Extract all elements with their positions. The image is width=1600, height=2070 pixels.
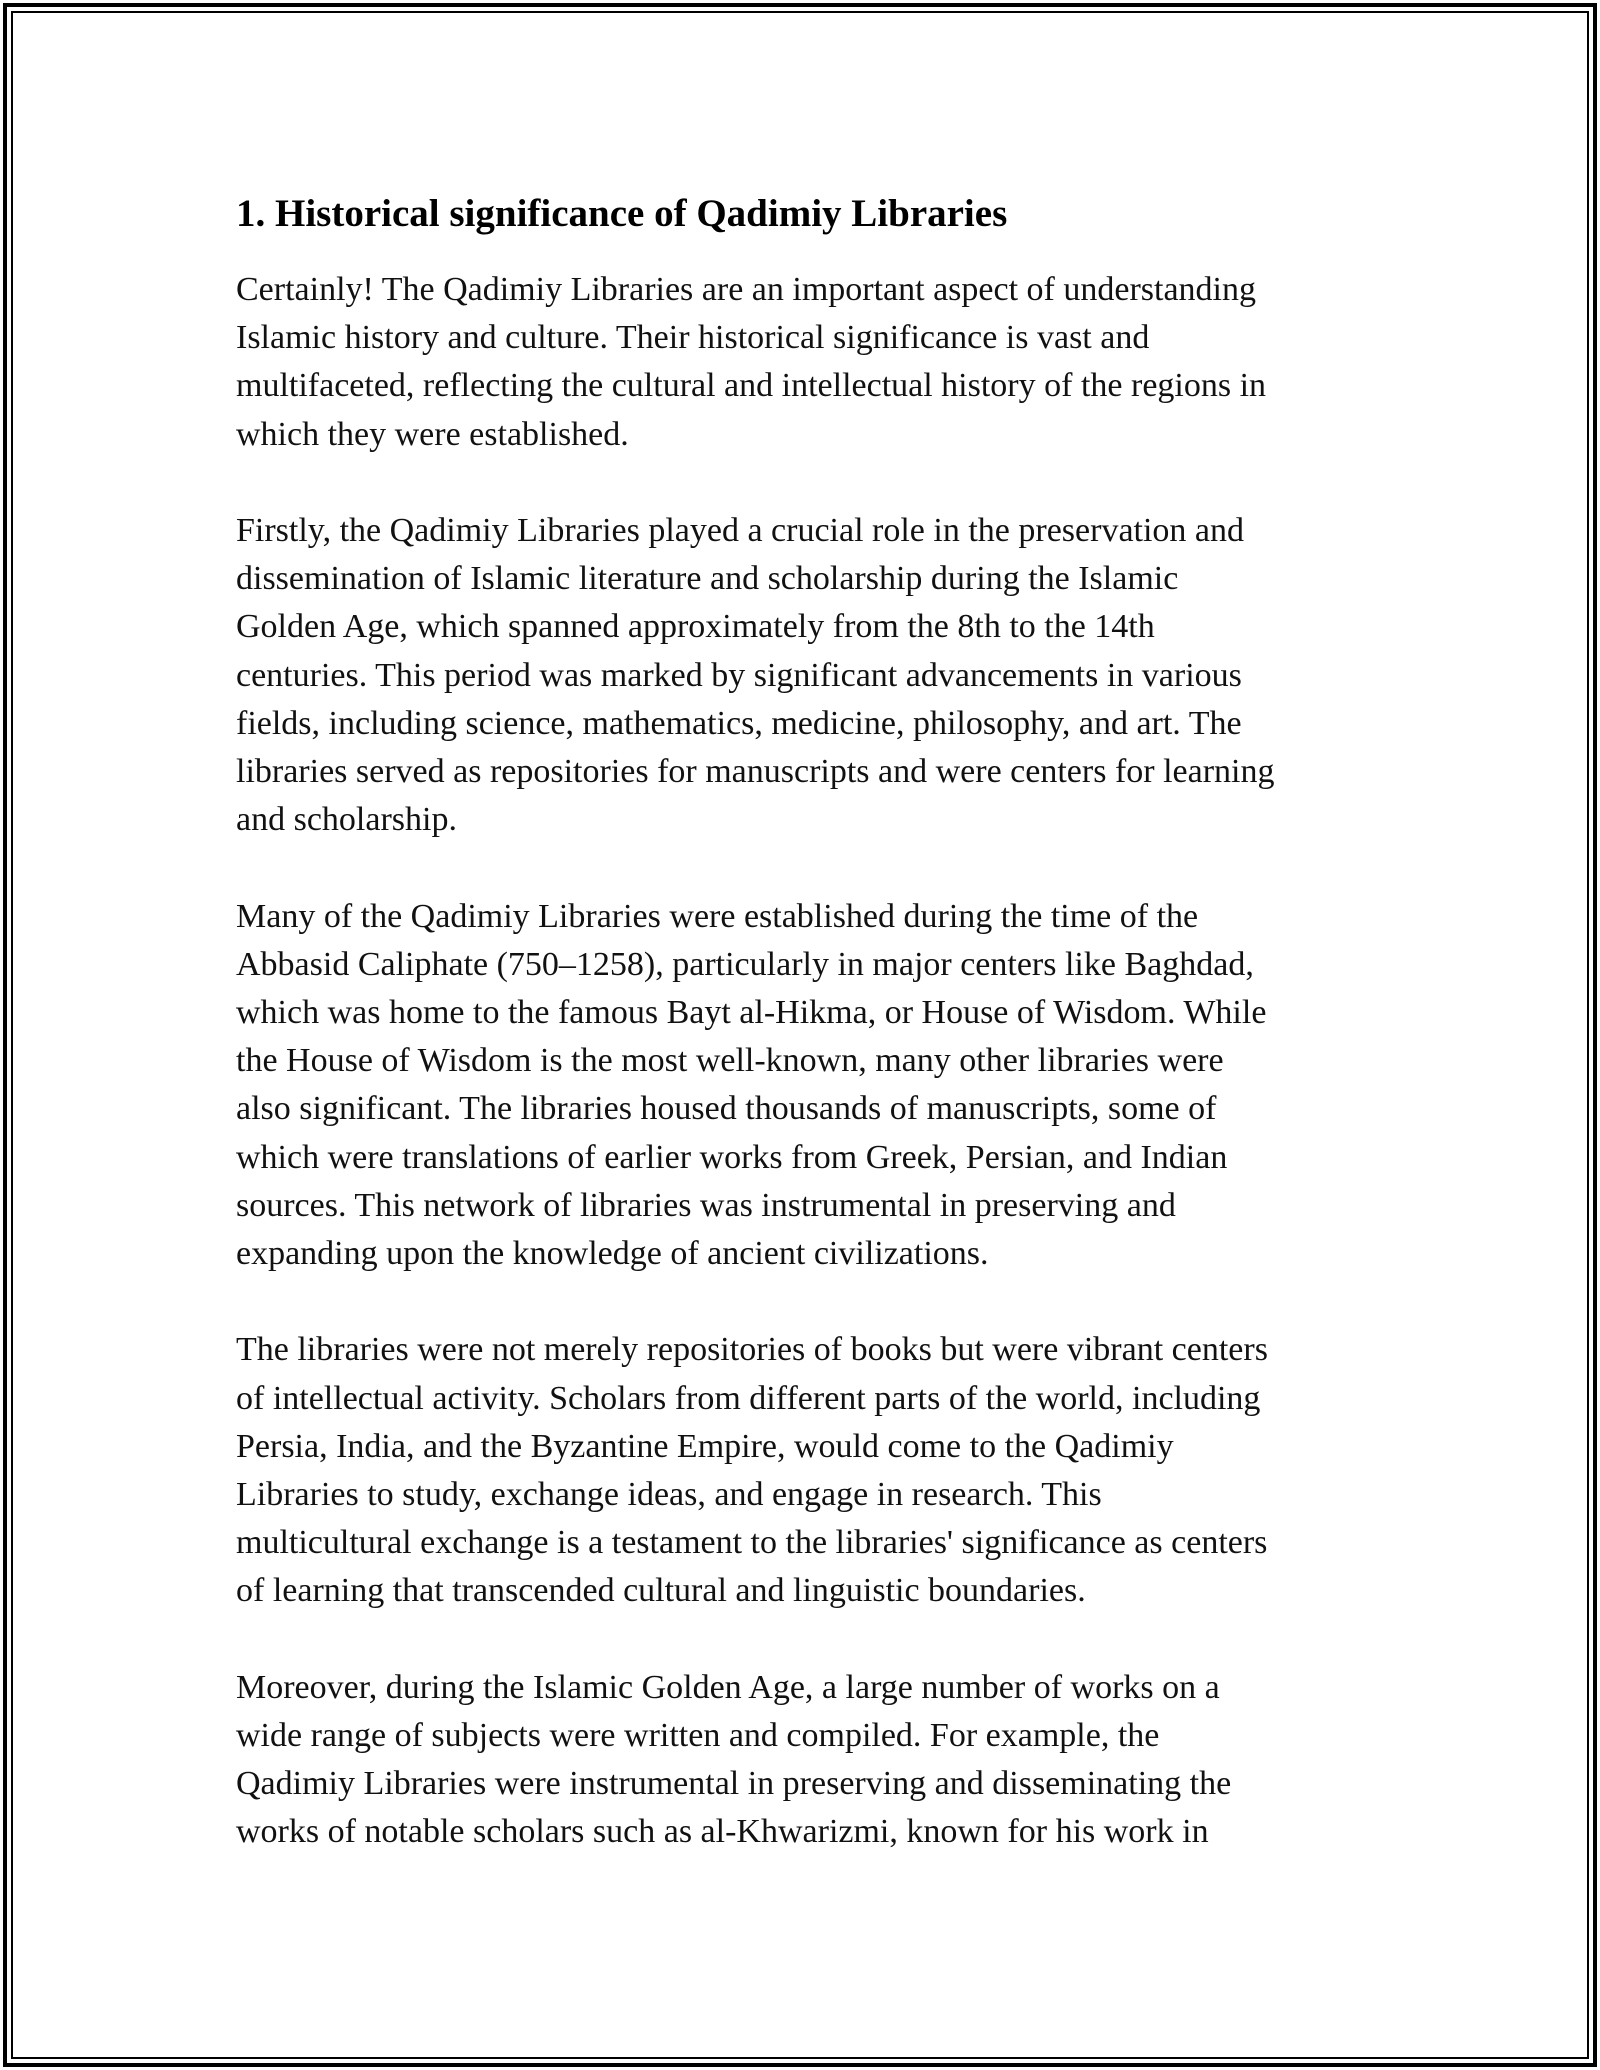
paragraph-intellectual-activity: The libraries were not merely repositories of books but were vibrant centers of intellectual activity. Scholars from different parts of the world, including Persia, India, and the Byzantine Empire, would come to the Qadimiy Libraries to study, exchange ideas, and engage in research. This multicultural exchange is a testament to the libraries' significance as centers of learning that transcended cultural and linguistic boundaries. <box>236 1331 1268 1610</box>
document-body <box>236 188 1368 1857</box>
paragraph-abbasid: Many of the Qadimiy Libraries were established during the time of the Abbasid Caliphate (750–1258), particularly in major centers like Baghdad, which was home to the famous Bayt al-Hikma, or House of Wisdom. While the House of Wisdom is the most well-known, many other libraries were also significant. The libraries housed thousands of manuscripts, some of which were translations of earlier works from Greek, Persian, and Indian sources. This network of libraries was instrumental in preserving and expanding upon the knowledge of ancient civilizations. <box>236 897 1267 1273</box>
paragraph-golden-age-works: Moreover, during the Islamic Golden Age, a large number of works on a wide range of subjects were written and compiled. For example, the Qadimiy Libraries were instrumental in preserving and disseminating the works of notable scholars such as al-Khwarizmi, known for his work in <box>236 1668 1232 1851</box>
paragraph-intro: Certainly! The Qadimiy Libraries are an important aspect of understanding Islamic history and culture. Their historical significance is vast and multifaceted, reflecting the cultural and intellectual history of the regions in which they were established. <box>236 271 1267 453</box>
section-heading: 1. Historical significance of Qadimiy Libraries <box>236 192 1008 235</box>
paragraph-preservation: Firstly, the Qadimiy Libraries played a crucial role in the preservation and dissemination of Islamic literature and scholarship during the Islamic Golden Age, which spanned approximately from the 8th to the 14th centuries. This period was marked by significant advancements in various fields, including science, mathematics, medicine, philosophy, and art. The libraries served as repositories for manuscripts and were centers for learning and scholarship. <box>236 512 1275 839</box>
